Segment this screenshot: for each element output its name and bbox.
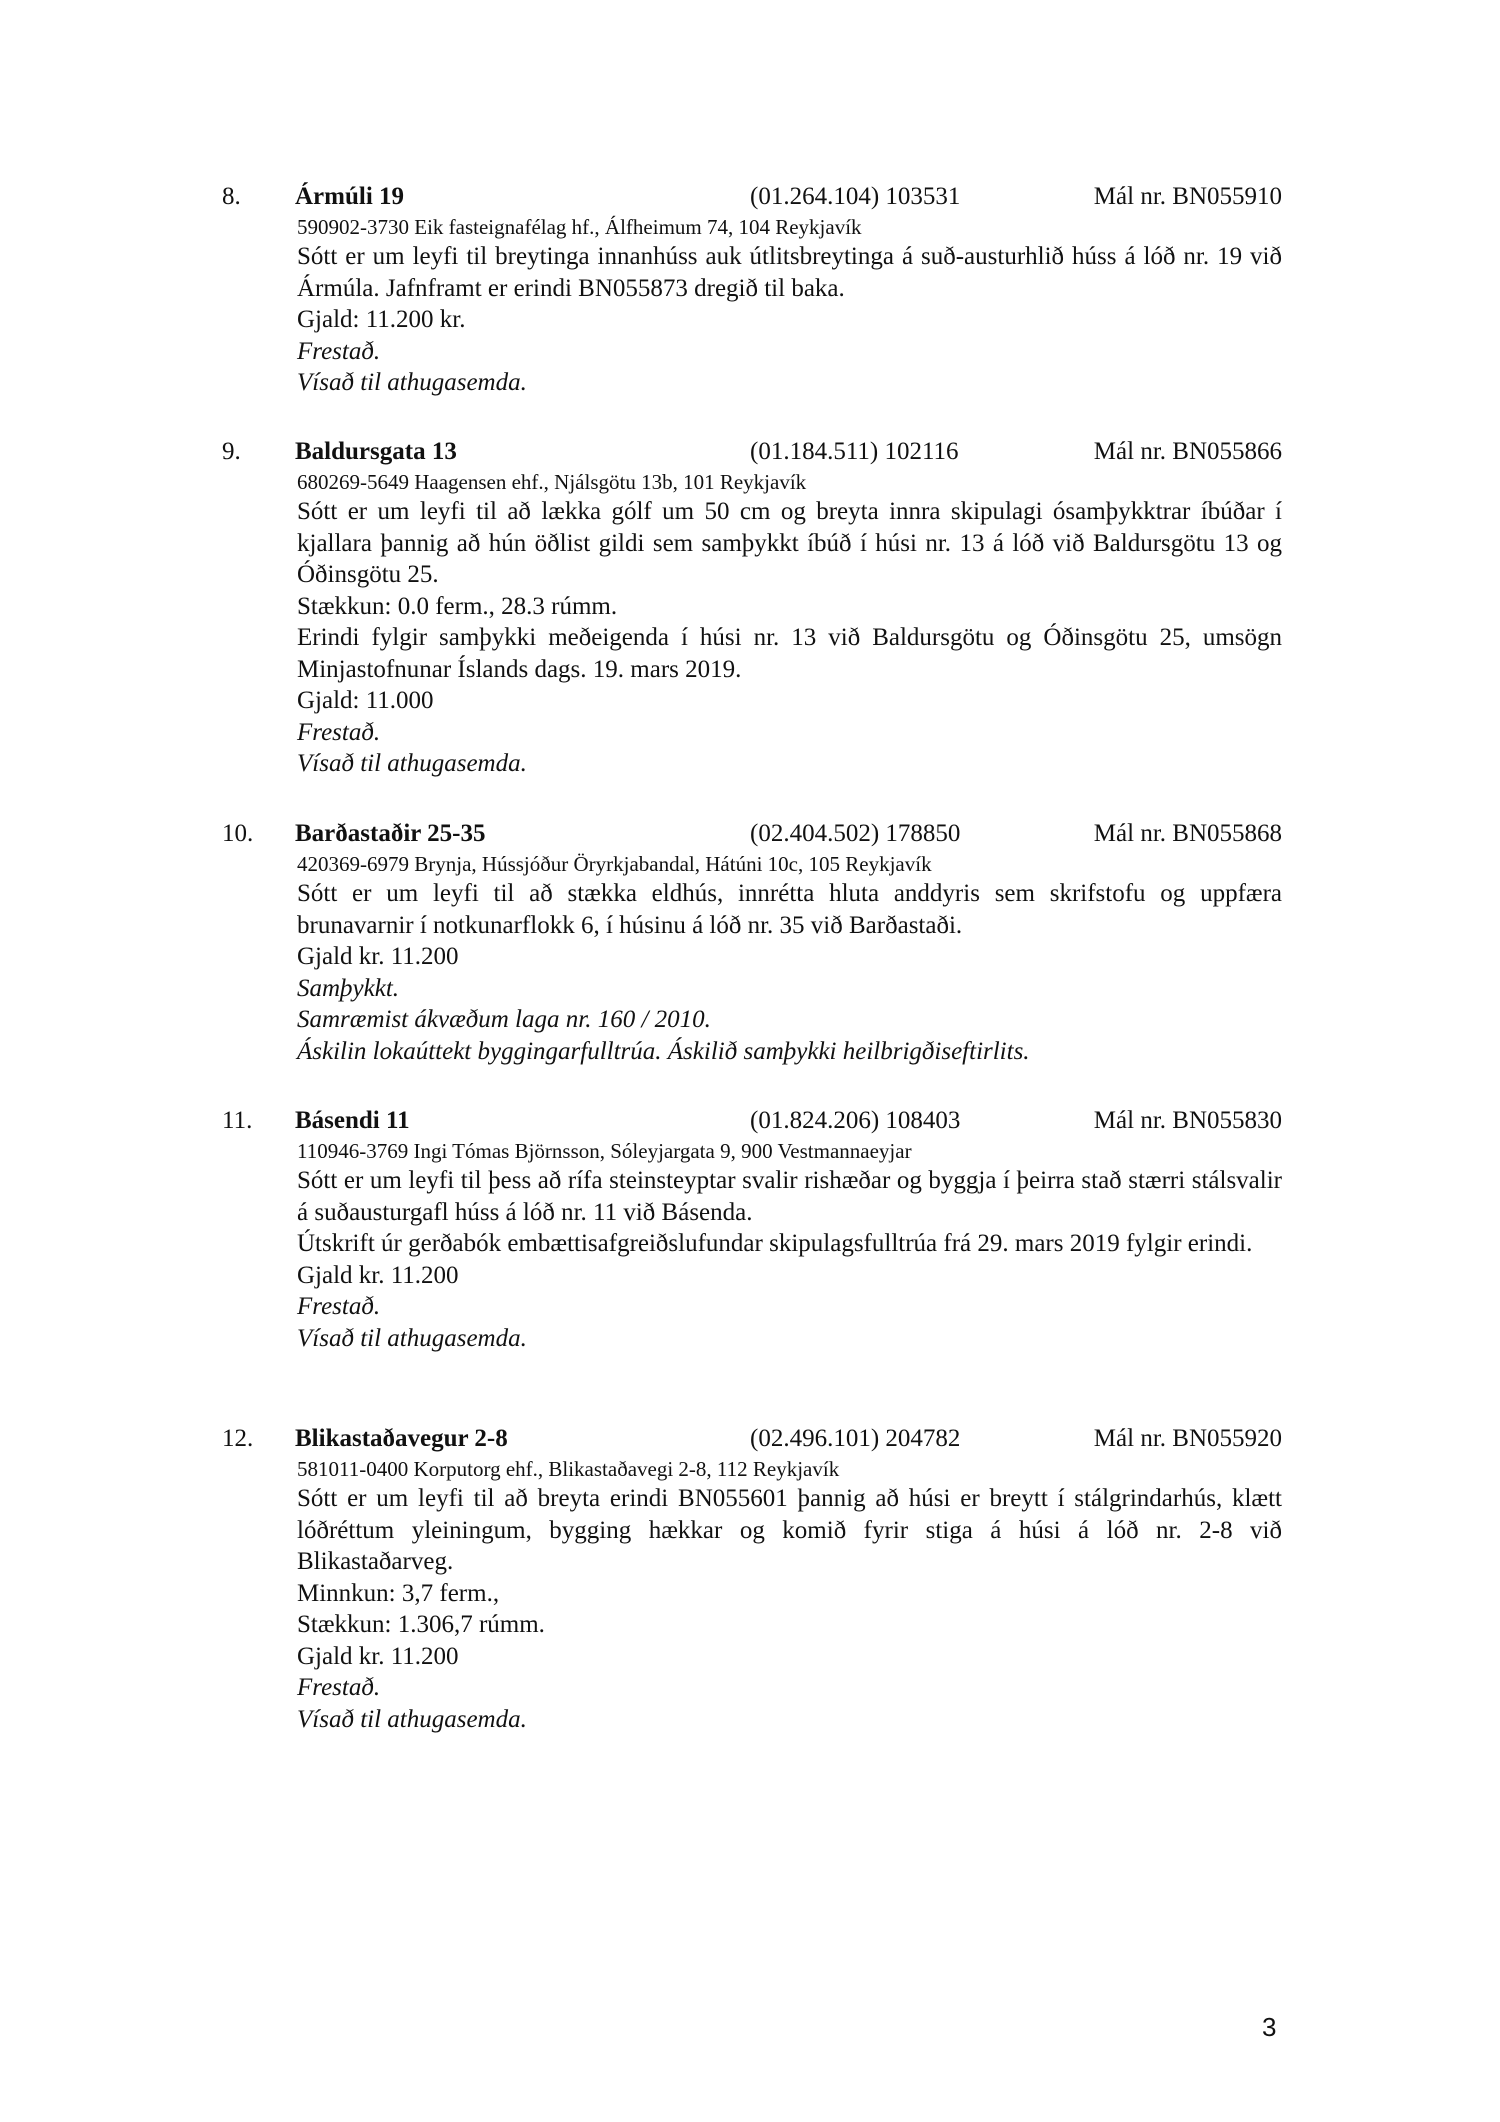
case-extension: Stækkun: 1.306,7 rúmm.: [297, 1611, 545, 1638]
case-decision: Áskilin lokaúttekt byggingarfulltrúa. Áskilið samþykki heilbrigðiseftirlits.: [297, 1037, 1030, 1065]
case-applicant: 420369-6979 Brynja, Hússjóður Öryrkjabandal, Hátúni 10c, 105 Reykjavík: [297, 852, 932, 876]
case-number-ref: Mál nr. BN055866: [1093, 438, 1282, 465]
case-address: Baldursgata 13: [295, 438, 457, 465]
case-fee: Gjald kr. 11.200: [297, 943, 459, 970]
case-entry: [222, 435, 1282, 780]
case-header: [222, 1104, 1282, 1138]
case-number: 11.: [222, 1107, 253, 1134]
case-decision: Vísað til athugasemda.: [297, 1705, 527, 1733]
case-fee: Gjald kr. 11.200: [297, 1261, 459, 1289]
case-number-ref: Mál nr. BN055868: [1093, 820, 1282, 847]
case-number: 8.: [222, 183, 241, 210]
case-lot-id: (01.184.511) 102116: [750, 438, 959, 465]
case-attachment-note: Erindi fylgir samþykki meðeigenda í húsi nr. 13 við Baldursgötu og Óðinsgötu 25, umsögn Minjastofnunar Íslands dags. 19. mars 2019.: [297, 624, 1282, 683]
case-number: 10.: [222, 820, 254, 847]
case-entry: [222, 1422, 1282, 1735]
case-decision: Samræmist ákvæðum laga nr. 160 / 2010.: [297, 1006, 711, 1033]
case-decision: Frestað.: [297, 1293, 381, 1320]
case-applicant: 110946-3769 Ingi Tómas Björnsson, Sóleyjargata 9, 900 Vestmannaeyjar: [297, 1139, 912, 1163]
case-address: Ármúli 19: [295, 183, 405, 210]
page-number: 3: [1262, 2012, 1277, 2042]
case-header: [222, 1422, 1282, 1456]
case-header: [222, 817, 1282, 851]
case-entry: [222, 180, 1282, 399]
case-number-ref: Mál nr. BN055920: [1093, 1425, 1282, 1452]
case-entry: [222, 1104, 1282, 1354]
case-attachment-note: Útskrift úr gerðabók embættisafgreiðslufundar skipulagsfulltrúa frá 29. mars 2019 fylgir erindi.: [297, 1230, 1253, 1257]
case-reduction: Minnkun: 3,7 ferm.,: [297, 1579, 500, 1607]
case-lot-id: (01.824.206) 108403: [750, 1107, 961, 1134]
case-description: Sótt er um leyfi til þess að rífa steinsteyptar svalir rishæðar og byggja í þeirra stað stærri stálsvalir á suðausturgafl húss á lóð nr. 11 við Básenda.: [297, 1167, 1282, 1226]
case-applicant: 680269-5649 Haagensen ehf., Njálsgötu 13b, 101 Reykjavík: [297, 470, 807, 494]
case-address: Básendi 11: [295, 1107, 410, 1134]
case-decision: Frestað.: [297, 1674, 381, 1701]
case-lot-id: (01.264.104) 103531: [750, 183, 961, 210]
case-number-ref: Mál nr. BN055910: [1093, 183, 1282, 210]
case-header: [222, 435, 1282, 469]
case-description: Sótt er um leyfi til að stækka eldhús, innrétta hluta anddyris sem skrifstofu og uppfæra brunavarnir í notkunarflokk 6, í húsinu á lóð nr. 35 við Barðastaði.: [297, 880, 1282, 939]
case-header: [222, 180, 1282, 214]
case-entry: [222, 817, 1282, 1067]
case-fee: Gjald: 11.000: [297, 687, 434, 714]
case-decision: Vísað til athugasemda.: [297, 750, 527, 777]
case-address: Blikastaðavegur 2-8: [295, 1425, 508, 1452]
case-decision: Samþykkt.: [297, 974, 400, 1002]
case-number: 9.: [222, 438, 241, 465]
case-description: Sótt er um leyfi til breytinga innanhúss auk útlitsbreytinga á suð-austurhlið húss á lóð nr. 19 við Ármúla. Jafnframt er erindi BN055873 dregið til baka.: [297, 243, 1282, 302]
case-decision: Vísað til athugasemda.: [297, 369, 527, 396]
case-number-ref: Mál nr. BN055830: [1093, 1107, 1282, 1134]
case-lot-id: (02.496.101) 204782: [750, 1425, 961, 1452]
case-applicant: 590902-3730 Eik fasteignafélag hf., Álfheimum 74, 104 Reykjavík: [297, 215, 862, 239]
case-fee: Gjald kr. 11.200: [297, 1642, 459, 1670]
case-description: Sótt er um leyfi til að lækka gólf um 50 cm og breyta innra skipulagi ósamþykktrar íbúðar í kjallara þannig að hún öðlist gildi sem samþykkt íbúð í húsi nr. 13 á lóð við Baldursgötu 13 og Óðinsgötu 25.: [297, 498, 1282, 588]
case-applicant: 581011-0400 Korputorg ehf., Blikastaðavegi 2-8, 112 Reykjavík: [297, 1457, 840, 1481]
case-decision: Frestað.: [297, 337, 381, 365]
case-number: 12.: [222, 1425, 254, 1452]
case-decision: Vísað til athugasemda.: [297, 1324, 527, 1352]
case-extension: Stækkun: 0.0 ferm., 28.3 rúmm.: [297, 592, 618, 620]
case-address: Barðastaðir 25-35: [295, 820, 486, 847]
case-lot-id: (02.404.502) 178850: [750, 820, 961, 847]
case-description: Sótt er um leyfi til að breyta erindi BN055601 þannig að húsi er breytt í stálgrindarhús, klætt lóðréttum yleiningum, bygging hækkar og komið fyrir stiga á húsi á lóð nr. 2-8 við Blikastaðarveg.: [297, 1485, 1282, 1575]
case-decision: Frestað.: [297, 718, 381, 746]
case-fee: Gjald: 11.200 kr.: [297, 306, 466, 333]
